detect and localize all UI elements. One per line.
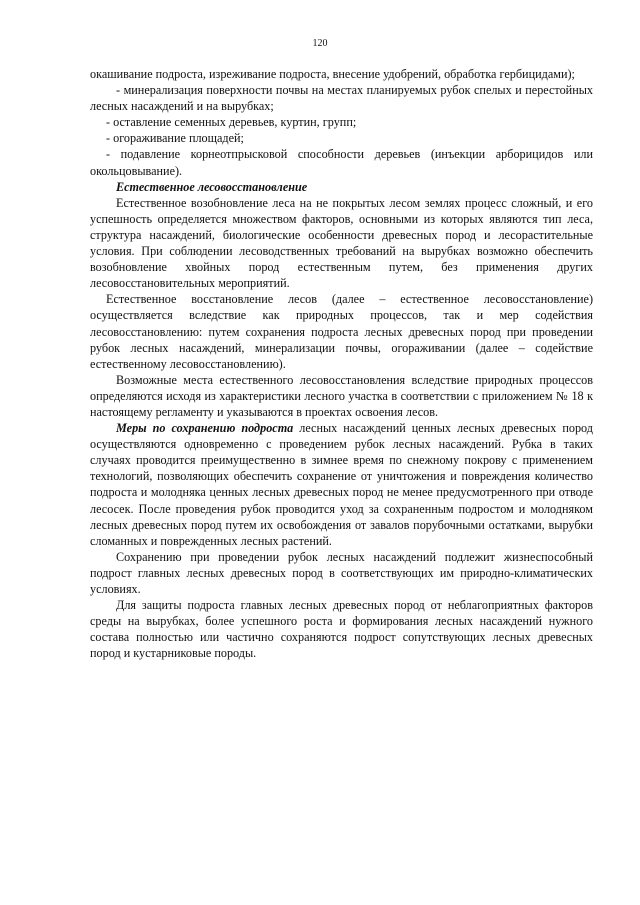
paragraph-possible-places: Возможные места естественного лесовосстановления вследствие природных процессов определяются исходя из характеристики лесного участка в соответствии с приложением № 18 к настоящему регламенту и указываются в проектах освоения лесов. xyxy=(90,372,593,419)
section-heading: Естественное лесовосстановление xyxy=(116,179,308,194)
paragraph-continuation: окашивание подроста, изреживание подроста, внесение удобрений, обработка гербицидами); xyxy=(90,67,575,81)
page-number: 120 xyxy=(312,38,328,49)
paragraph-undergrowth-text: лесных насаждений ценных лесных древесных пород осуществляются одновременно с проведением рубок лесных насаждений. Рубка в таких случаях проводится преимущественно в зимнее время по снежному покрову с применением технологий, позволяющих обеспечить сохранение от уничтожения и повреждения количество подроста и молодняка ценных лесных древесных пород не менее предусмотренного при отводе лесосек. После проведения рубок проводится уход за сохраненным подростом и молодняком лесных древесных пород путем их освобождения от завалов порубочными остатками, вырубки сломанных и поврежденных лесных растений. xyxy=(90,421,593,548)
page-body xyxy=(90,66,593,661)
list-item-mineralization: - минерализация поверхности почвы на местах планируемых рубок спелых и перестойных лесных насаждений и на вырубках; xyxy=(90,83,593,114)
paragraph-protection: Для защиты подроста главных лесных древесных пород от неблагоприятных факторов среды на вырубках, более успешного роста и формирования лесных насаждений нужного состава полностью или частично сохраняются подрост сопутствующих лесных древесных пород и кустарниковые породы. xyxy=(90,598,593,661)
list-item-fencing: - огораживание площадей; xyxy=(106,131,244,146)
emphasis-undergrowth-measures: Меры по сохранению подроста xyxy=(116,421,294,436)
paragraph-undergrowth-measures xyxy=(90,420,593,549)
list-item-suppression: - подавление корнеотпрысковой способности деревьев (инъекции арборицидов или окольцовывание). xyxy=(90,147,593,178)
paragraph-natural-renewal: Естественное возобновление леса на не покрытых лесом землях процесс сложный, и его успешность определяется множеством факторов, основными из которых являются тип леса, структура насаждений, биологические особенности древесных пород и лесорастительные условия. При соблюдении лесоводственных требований на вырубках возможно обеспечить возобновление хвойных пород естественным путем, без применения других лесовосстановительных мероприятий. xyxy=(90,195,593,291)
paragraph-preservation: Сохранению при проведении рубок лесных насаждений подлежит жизнеспособный подрост главных лесных древесных пород в соответствующих им природно-климатических условиях. xyxy=(90,549,593,596)
paragraph-natural-restoration: Естественное восстановление лесов (далее – естественное лесовосстановление) осуществляется вследствие как природных процессов, так и мер содействия лесовосстановлению: путем сохранения подроста лесных древесных пород при проведении рубок лесных насаждений, минерализации почвы, огораживании (далее – содействие естественному лесовосстановлению). xyxy=(90,292,593,371)
list-item-seed-trees: - оставление семенных деревьев, куртин, групп; xyxy=(106,115,357,130)
